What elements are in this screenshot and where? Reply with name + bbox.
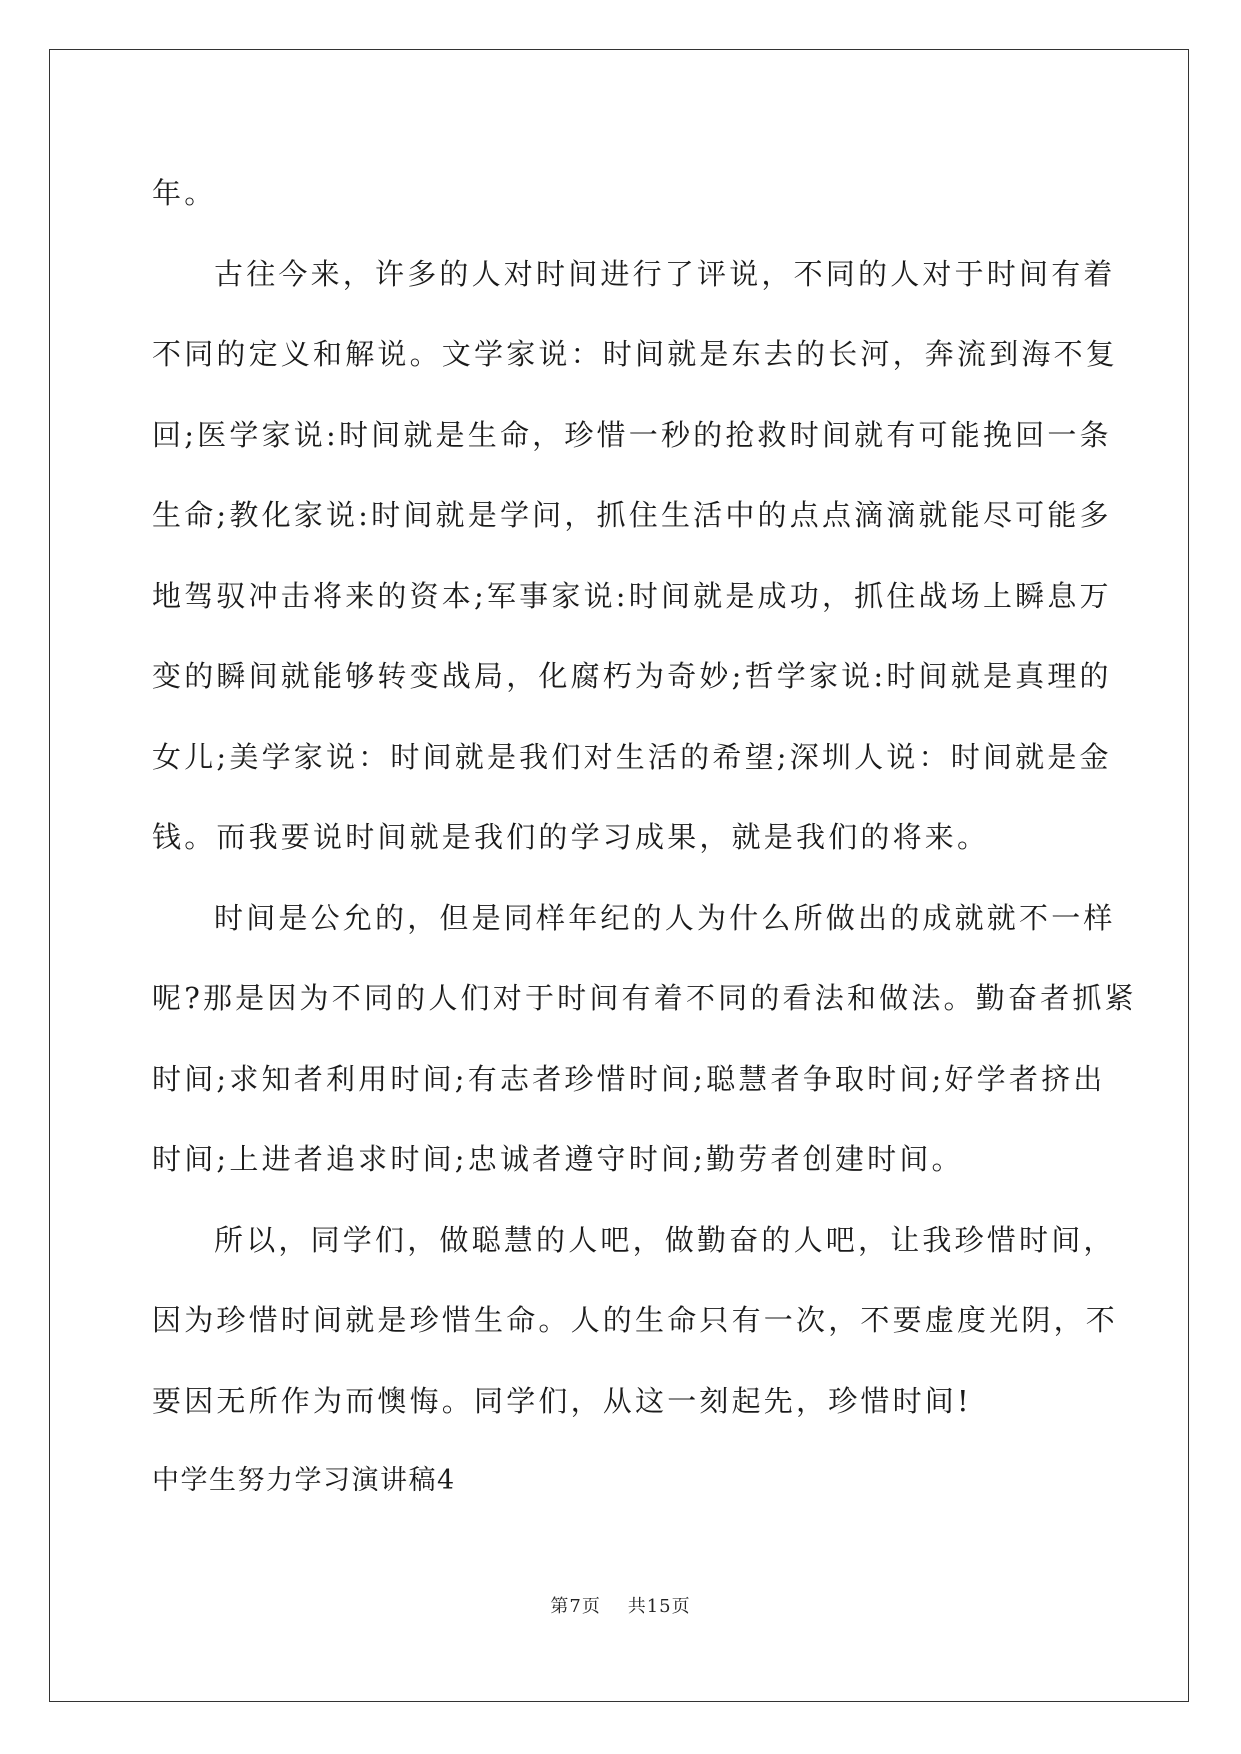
document-body — [152, 153, 1137, 1522]
text-line: 回;医学家说:时间就是生命，珍惜一秒的抢救时间就有可能挽回一条 — [152, 417, 1112, 452]
page-footer — [0, 1592, 1241, 1618]
paragraph-3 — [152, 878, 1137, 1200]
text-line: 不同的定义和解说。文学家说：时间就是东去的长河，奔流到海不复 — [152, 337, 1119, 371]
text-line: 年。 — [152, 176, 217, 210]
paragraph-1 — [152, 153, 1092, 234]
text-line: 时间是公允的，但是同样年纪的人为什么所做出的成就就不一样 — [214, 900, 1116, 935]
text-line: 女儿;美学家说：时间就是我们对生活的希望;深圳人说：时间就是金 — [152, 739, 1112, 774]
page-number: 第7页 — [550, 1596, 601, 1617]
text-line: 呢?那是因为不同的人们对于时间有着不同的看法和做法。勤奋者抓紧 — [152, 981, 1137, 1015]
text-line: 时间;求知者利用时间;有志者珍惜时间;聪慧者争取时间;好学者挤出 — [152, 1061, 1106, 1096]
paragraph-4 — [152, 1200, 1119, 1442]
text-line: 所以，同学们，做聪慧的人吧，做勤奋的人吧，让我珍惜时间， — [214, 1222, 1116, 1257]
text-line: 要因无所作为而懊悔。同学们，从这一刻起先，珍惜时间! — [152, 1383, 972, 1418]
text-line: 地驾驭冲击将来的资本;军事家说:时间就是成功，抓住战场上瞬息万 — [152, 578, 1112, 613]
paragraph-2 — [152, 234, 1119, 878]
text-line: 因为珍惜时间就是珍惜生命。人的生命只有一次，不要虚度光阴，不 — [152, 1303, 1119, 1337]
text-line: 变的瞬间就能够转变战局，化腐朽为奇妙;哲学家说:时间就是真理的 — [152, 659, 1112, 693]
section-heading: 中学生努力学习演讲稿4 — [152, 1465, 456, 1496]
text-line: 时间;上进者追求时间;忠诚者遵守时间;勤劳者创建时间。 — [152, 1142, 964, 1176]
text-line: 生命;教化家说:时间就是学问，抓住生活中的点点滴滴就能尽可能多 — [152, 498, 1112, 532]
page-total: 共15页 — [627, 1596, 691, 1617]
text-line: 钱。而我要说时间就是我们的学习成果，就是我们的将来。 — [152, 820, 990, 854]
text-line: 古往今来，许多的人对时间进行了评说，不同的人对于时间有着 — [214, 256, 1116, 291]
